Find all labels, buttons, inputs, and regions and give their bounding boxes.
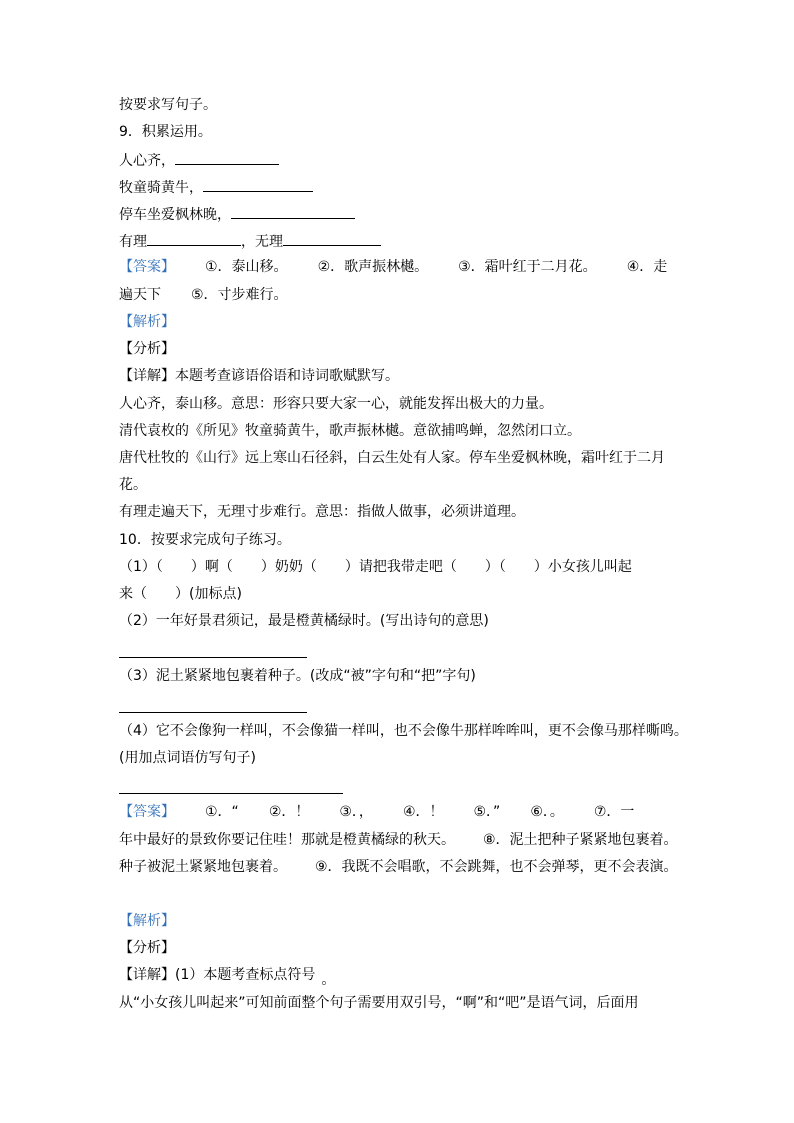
q9-answer-4-cont: 遍天下 xyxy=(119,287,161,303)
blank-line xyxy=(283,232,381,246)
q9-detail-3b: 花。 xyxy=(119,477,147,493)
q9-answer-3: ③．霜叶红于二月花。 xyxy=(458,259,597,275)
q9-text-2: 牧童骑黄牛， xyxy=(119,180,203,196)
q9-detail-2: 清代袁枚的《所见》牧童骑黄牛，歌声振林樾。意欲捕鸣蝉，忽然闭口立。 xyxy=(119,423,581,439)
q10-detail xyxy=(119,967,336,988)
question-9-title: 9．积累运用。 xyxy=(119,124,212,140)
answer-tag: 【答案】 xyxy=(119,259,175,275)
q10-part-1a: （1）（ ）啊（ ）奶奶（ ）请把我带走吧（ ）（ ）小女孩儿叫起 xyxy=(119,559,632,575)
question-9-line-3 xyxy=(119,205,355,223)
answer-tag: 【答案】 xyxy=(119,804,175,820)
answer-line xyxy=(119,657,307,658)
q9-detail-3a: 唐代杜牧的《山行》远上寒山石径斜，白云生处有人家。停车坐爱枫林晚，霜叶红于二月 xyxy=(119,450,665,466)
q9-text-4a: 有理 xyxy=(119,234,147,250)
q10-answer-6: ⑥．。 xyxy=(530,804,564,820)
question-9-line-4 xyxy=(119,232,381,250)
answer-line xyxy=(119,793,343,794)
q9-answer-5: ⑤．寸步难行。 xyxy=(191,287,288,303)
q9-text-4b: ，无理 xyxy=(241,234,283,250)
q10-answer-line-1 xyxy=(119,804,634,820)
q10-part-4b: (用加点词语仿写句子) xyxy=(119,750,256,766)
q10-answer-line-2 xyxy=(119,832,678,848)
q9-detail-1: 人心齐，泰山移。意思：形容只要大家一心，就能发挥出极大的力量。 xyxy=(119,396,553,412)
jiexi-tag: 【解析】 xyxy=(119,314,175,330)
jiexi-tag-2: 【解析】 xyxy=(119,913,175,929)
instruction-line: 按要求写句子。 xyxy=(119,97,217,113)
q10-answer-2: ②．！ xyxy=(268,804,310,820)
blank-line xyxy=(147,232,241,246)
q9-answer-line-2 xyxy=(119,287,288,303)
q10-detail-mark: 。 xyxy=(321,972,336,988)
q9-text-3: 停车坐爱枫林晚， xyxy=(119,207,231,223)
q10-answer-7: ⑦．一 xyxy=(593,804,635,820)
answer-line xyxy=(119,712,307,713)
q10-answer-9: ⑨．我既不会唱歌，不会跳舞，也不会弹琴，更不会表演。 xyxy=(315,859,678,875)
q10-part-4a: （4）它不会像狗一样叫，不会像猫一样叫，也不会像牛那样哞哞叫，更不会像马那样嘶鸣。 xyxy=(119,723,688,739)
q10-last-line: 从“小女孩儿叫起来”可知前面整个句子需要用双引号，“啊”和“吧”是语气词，后面用 xyxy=(119,995,639,1011)
q9-answer-line-1 xyxy=(119,259,667,275)
q10-detail-text: 【详解】(1）本题考查标点符号 xyxy=(119,967,316,983)
q9-answer-4: ④．走 xyxy=(626,259,668,275)
q10-answer-1: ①．“ xyxy=(205,804,239,820)
blank-line xyxy=(231,205,355,219)
fenxi-tag-2: 【分析】 xyxy=(119,940,175,956)
q9-answer-2: ②．歌声振林樾。 xyxy=(317,259,429,275)
question-9-line-2 xyxy=(119,178,313,196)
q10-part-2: （2）一年好景君须记，最是橙黄橘绿时。(写出诗句的意思) xyxy=(119,613,489,629)
q9-detail: 【详解】本题考查谚语俗语和诗词歌赋默写。 xyxy=(119,368,399,384)
q10-answer-8-cont: 种子被泥土紧紧地包裹着。 xyxy=(119,859,287,875)
question-10-title: 10．按要求完成句子练习。 xyxy=(119,532,291,548)
blank-line xyxy=(203,178,313,192)
q10-answer-4: ④．！ xyxy=(402,804,444,820)
q10-part-1b: 来（ ）(加标点) xyxy=(119,586,242,602)
q9-answer-1: ①．泰山移。 xyxy=(205,259,288,275)
q10-answer-5: ⑤．” xyxy=(473,804,501,820)
q10-part-3: （3）泥土紧紧地包裹着种子。(改成“被”字句和“把”字句) xyxy=(119,668,476,684)
blank-line xyxy=(175,151,279,165)
q10-answer-8: ⑧．泥土把种子紧紧地包裹着。 xyxy=(483,832,678,848)
q10-answer-line-3 xyxy=(119,859,678,875)
q10-answer-7-cont: 年中最好的景致你要记住哇！那就是橙黄橘绿的秋天。 xyxy=(119,832,455,848)
q9-detail-4: 有理走遍天下，无理寸步难行。意思：指做人做事，必须讲道理。 xyxy=(119,504,525,520)
question-9-line-1 xyxy=(119,151,279,169)
fenxi-tag: 【分析】 xyxy=(119,341,175,357)
q9-text-1: 人心齐， xyxy=(119,153,175,169)
q10-answer-3: ③．， xyxy=(339,804,373,820)
